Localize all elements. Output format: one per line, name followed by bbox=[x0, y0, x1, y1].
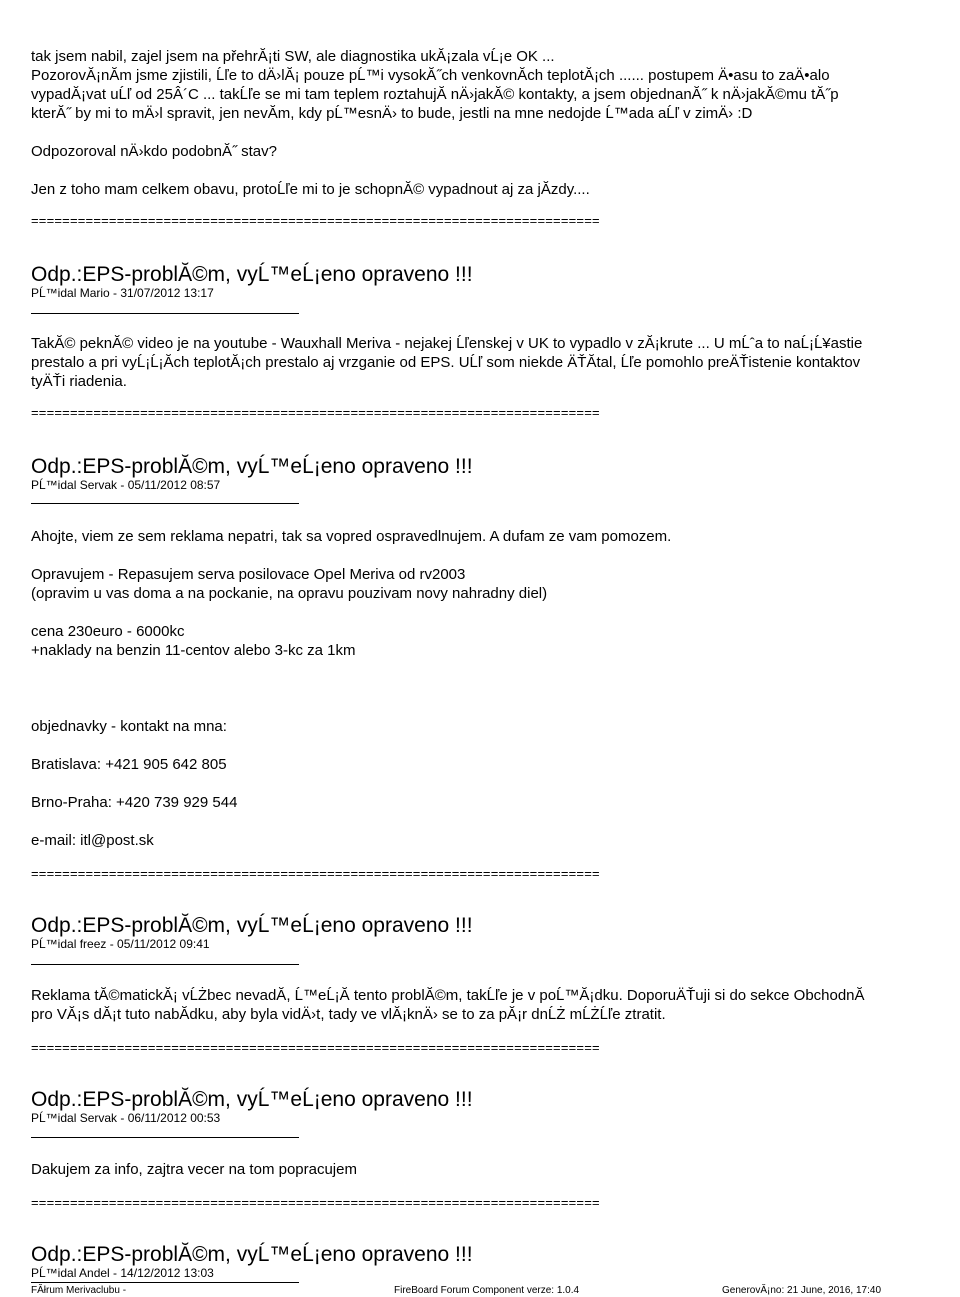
post-title: Odp.:EPS-problĂ©m, vyĹ™eĹ¡eno opraveno !!! bbox=[31, 263, 473, 286]
post-line: TakĂ© peknĂ© video je na youtube - Wauxhall Meriva - nejakej Ĺľenskej v UK to vypadlo v zĂ¡krute ... U mĹˆa to naĹ¡Ĺ¥astie bbox=[31, 335, 863, 352]
post-line: pro VĂ¡s dĂ¡t tuto nabĂdku, aby byla vidÄ›t, tady ve vlĂ¡knÄ› se to za pĂ¡r dnĹŻ mĹŻĹľe ztratit. bbox=[31, 1006, 666, 1023]
post-separator: ========================================================================= bbox=[31, 213, 600, 228]
intro-line: kterĂ˝ by mi to mÄ›l spravit, jen nevĂm, kdy pĹ™esnÄ› to bude, jestli na mne nedojde Ĺ™ada aĹľ v zimÄ› :D bbox=[31, 105, 753, 122]
post-line: Reklama tĂ©matickĂ¡ vĹŻbec nevadĂ, Ĺ™eĹ¡Ă tento problĂ©m, takĹľe je v poĹ™Ă¡dku. DoporuÄŤuji si do sekce ObchodnĂ bbox=[31, 987, 865, 1004]
footer-generated: GenerovĂ¡no: 21 June, 2016, 17:40 bbox=[722, 1285, 882, 1296]
post-line: prestalo a pri vyĹ¡Ĺ¡Ăch teplotĂ¡ch prestalo aj vrzganie od EPS. UĹľ som niekde ÄŤĂtal, Ĺľe pomohlo preÄŤistenie kontaktov bbox=[31, 354, 861, 371]
post-meta: PĹ™idal Servak - 06/11/2012 00:53 bbox=[31, 1111, 221, 1125]
post-line: cena 230euro - 6000kc bbox=[31, 623, 185, 640]
intro-line: Odpozoroval nÄ›kdo podobnĂ˝ stav? bbox=[31, 143, 277, 160]
post-line: Brno-Praha: +420 739 929 544 bbox=[31, 794, 238, 811]
post-separator: ========================================================================= bbox=[31, 866, 600, 881]
post-meta: PĹ™idal Servak - 05/11/2012 08:57 bbox=[31, 478, 221, 492]
post-separator: ========================================================================= bbox=[31, 1040, 600, 1055]
post-meta: PĹ™idal freez - 05/11/2012 09:41 bbox=[31, 937, 210, 951]
post-title: Odp.:EPS-problĂ©m, vyĹ™eĹ¡eno opraveno !!! bbox=[31, 1243, 473, 1266]
intro-line: vypadĂ¡vat uĹľ od 25Â´C ... takĹľe se mi tam teplem roztahujĂ nÄ›jakĂ© kontakty, a jsem objednanĂ˝ k nÄ›jakĂ©mu tĂ˝p bbox=[31, 86, 839, 103]
post-separator: ========================================================================= bbox=[31, 405, 600, 420]
post-line: objednavky - kontakt na mna: bbox=[31, 718, 227, 735]
intro-line: tak jsem nabil, zajel jsem na přehrĂ¡ti SW, ale diagnostika ukĂ¡zala vĹ¡e OK ... bbox=[31, 48, 555, 65]
footer-component: FireBoard Forum Component verze: 1.0.4 bbox=[394, 1285, 580, 1296]
post-line: (opravim u vas doma a na pockanie, na opravu pouzivam novy nahradny diel) bbox=[31, 585, 548, 602]
post-divider bbox=[31, 503, 299, 504]
post-title: Odp.:EPS-problĂ©m, vyĹ™eĹ¡eno opraveno !!! bbox=[31, 455, 473, 478]
post-line: e-mail: itl@post.sk bbox=[31, 832, 154, 849]
post-line: Bratislava: +421 905 642 805 bbox=[31, 756, 227, 773]
post-line: Dakujem za info, zajtra vecer na tom popracujem bbox=[31, 1161, 357, 1178]
intro-line: Jen z toho mam celkem obavu, protoĹľe mi to je schopnĂ© vypadnout aj za jĂzdy.... bbox=[31, 181, 590, 198]
post-divider bbox=[31, 1282, 299, 1283]
post-line: tyÄŤi riadenia. bbox=[31, 373, 127, 390]
post-meta: PĹ™idal Andel - 14/12/2012 13:03 bbox=[31, 1266, 214, 1280]
post-separator: ========================================================================= bbox=[31, 1195, 600, 1210]
post-line: +naklady na benzin 11-centov alebo 3-kc za 1km bbox=[31, 642, 356, 659]
post-divider bbox=[31, 313, 299, 314]
post-title: Odp.:EPS-problĂ©m, vyĹ™eĹ¡eno opraveno !!! bbox=[31, 914, 473, 937]
post-line: Opravujem - Repasujem serva posilovace Opel Meriva od rv2003 bbox=[31, 566, 466, 583]
post-divider bbox=[31, 964, 299, 965]
intro-line: PozorovĂ¡nĂm jsme zjistili, Ĺľe to dÄ›lĂ¡ pouze pĹ™i vysokĂ˝ch venkovnĂch teplotĂ¡ch ...... postupem Ä•asu to zaÄ•alo bbox=[31, 67, 830, 84]
post-divider bbox=[31, 1137, 299, 1138]
post-title: Odp.:EPS-problĂ©m, vyĹ™eĹ¡eno opraveno !!! bbox=[31, 1088, 473, 1111]
post-line: Ahojte, viem ze sem reklama nepatri, tak sa vopred ospravedlnujem. A dufam ze vam pomozem. bbox=[31, 528, 672, 545]
footer-site-name: FĂłrum Merivaclubu - bbox=[31, 1285, 127, 1296]
post-meta: PĹ™idal Mario - 31/07/2012 13:17 bbox=[31, 286, 214, 300]
